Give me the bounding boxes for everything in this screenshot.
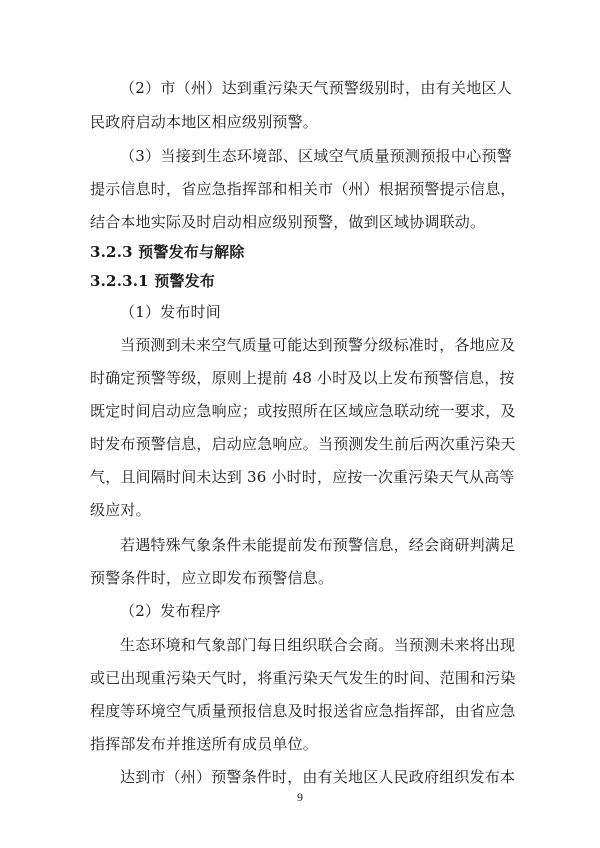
paragraph-line: 提示信息时，省应急指挥部和相关市（州）根据预警提示信息， — [90, 180, 516, 198]
paragraph-line: 既定时间启动应急响应；或按照所在区域应急联动统一要求，及 — [90, 402, 516, 420]
paragraph-line: 时发布预警信息，启动应急响应。当预测发生前后两次重污染天 — [90, 435, 516, 453]
paragraph-line: 当预测到未来空气质量可能达到预警分级标准时，各地应及 — [120, 336, 516, 354]
paragraph-line: （2）市（州）达到重污染天气预警级别时，由有关地区人 — [120, 79, 512, 97]
paragraph-line: 时确定预警等级，原则上提前 48 小时及以上发布预警信息，按 — [90, 369, 515, 387]
paragraph-line: 生态环境和气象部门每日组织联合会商。当预测未来将出现 — [120, 636, 516, 654]
paragraph-line: 程度等环境空气质量预报信息及时报送省应急指挥部，由省应急 — [90, 702, 516, 720]
page-number: 9 — [297, 790, 303, 804]
paragraph-line: 气，且间隔时间未达到 36 小时时，应按一次重污染天气从高等 — [90, 468, 515, 486]
paragraph-line: 结合本地实际及时启动相应级别预警，做到区域协调联动。 — [90, 213, 486, 231]
paragraph-line: 达到市（州）预警条件时，由有关地区人民政府组织发布本 — [120, 768, 516, 786]
section-heading: 3.2.3 预警发布与解除 — [90, 243, 245, 261]
paragraph-line: 级应对。 — [90, 501, 151, 519]
subsection-heading: 3.2.3.1 预警发布 — [90, 272, 216, 290]
paragraph-line: 预警条件时，应立即发布预警信息。 — [90, 569, 334, 587]
item-heading: （1）发布时间 — [120, 303, 221, 321]
paragraph-line: 若遇特殊气象条件未能提前发布预警信息，经会商研判满足 — [120, 536, 516, 554]
paragraph-line: 或已出现重污染天气时，将重污染天气发生的时间、范围和污染 — [90, 669, 516, 687]
item-heading: （2）发布程序 — [120, 602, 221, 620]
paragraph-line: 指挥部发布并推送所有成员单位。 — [90, 735, 319, 753]
paragraph-line: 民政府启动本地区相应级别预警。 — [90, 113, 319, 131]
paragraph-line: （3）当接到生态环境部、区域空气质量预测预报中心预警 — [120, 147, 512, 165]
